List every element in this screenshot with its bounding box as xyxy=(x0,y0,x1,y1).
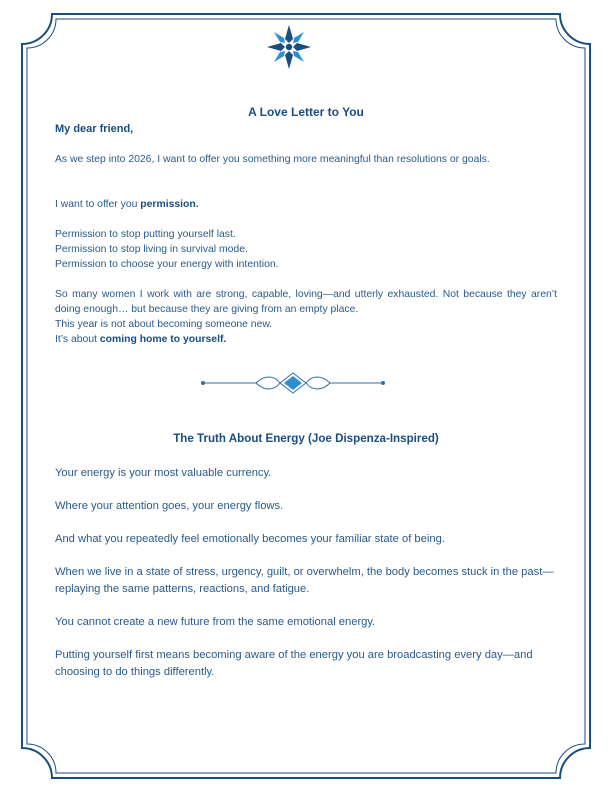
snowflake-compass-icon xyxy=(263,22,315,72)
permission-item: Permission to stop putting yourself last. xyxy=(55,229,236,240)
energy-paragraph: Where your attention goes, your energy flows. xyxy=(55,500,284,512)
intro-paragraph: As we step into 2026, I want to offer you something more meaningful than resolutions or goals. xyxy=(55,154,490,165)
permission-item: Permission to stop living in survival mode. xyxy=(55,244,248,255)
energy-paragraph: When we live in a state of stress, urgency, guilt, or overwhelm, the body becomes stuck in the past—replaying the same patterns, reactions, and fatigue. xyxy=(55,566,554,595)
permission-item: Permission to choose your energy with intention. xyxy=(55,259,279,270)
energy-paragraph: Putting yourself first means becoming aware of the energy you are broadcasting every day—and choosing to do things differently. xyxy=(55,649,533,678)
home-text xyxy=(55,332,557,347)
diamond-ornament-icon xyxy=(198,372,388,394)
home-prefix: It’s about xyxy=(55,334,100,345)
year-text: This year is not about becoming someone new. xyxy=(55,319,273,330)
energy-paragraph: Your energy is your most valuable currency. xyxy=(55,467,272,479)
greeting: My dear friend, xyxy=(55,123,134,135)
home-bold: coming home to yourself. xyxy=(99,334,227,345)
letter-title: A Love Letter to You xyxy=(248,105,364,119)
energy-paragraph: And what you repeatedly feel emotionally becomes your familiar state of being. xyxy=(55,533,445,545)
energy-section-title: The Truth About Energy (Joe Dispenza-Inspired) xyxy=(173,432,439,445)
permission-prefix: I want to offer you xyxy=(55,199,141,210)
permission-paragraph xyxy=(55,197,557,212)
energy-paragraph: You cannot create a new future from the same emotional energy. xyxy=(55,616,376,628)
permission-list xyxy=(55,227,557,272)
women-text: So many women I work with are strong, capable, loving—and utterly exhausted. Not because they aren’t doing enough… but because they are giving from an empty place. xyxy=(55,289,557,315)
women-paragraph xyxy=(55,287,557,347)
permission-bold: permission. xyxy=(140,199,199,210)
